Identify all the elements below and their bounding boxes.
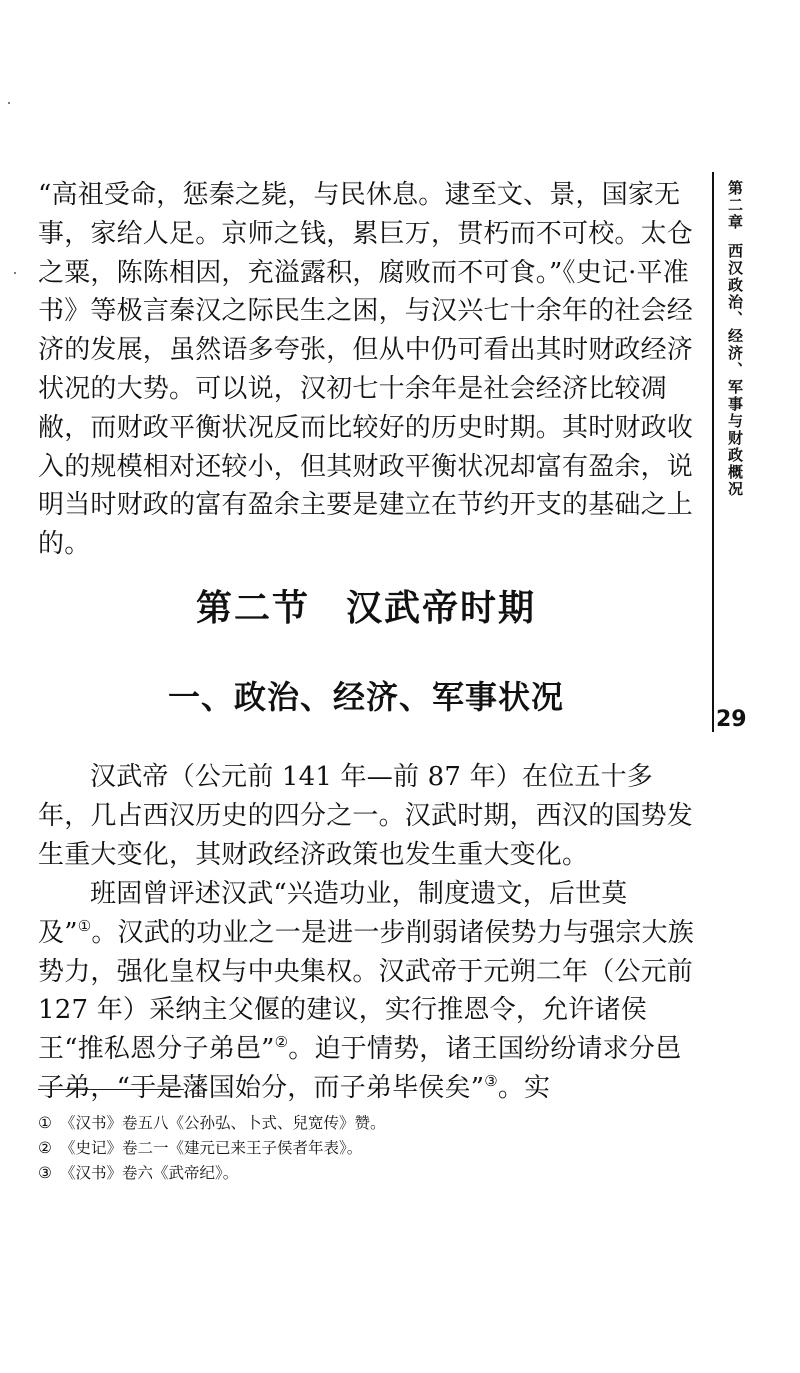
paragraph-text: 。汉武的功业之一是进一步削弱诸侯势力与强宗大族势力，强化皇权与中央集权。汉武帝于元朔二年（公元前 127 年）采纳主父偃的建议，实行推恩令，允许诸侯王“推私恩分子弟邑”	[38, 917, 694, 1065]
paragraph-text: 。迫于情势，诸王国纷纷请求分邑子弟，“于是藩国始分，而子弟毕侯矣”	[38, 1034, 682, 1103]
footnote-item	[38, 1111, 694, 1136]
paragraph-ban-gu	[38, 875, 694, 1108]
footnote-item	[38, 1136, 694, 1161]
paragraph-wudi-reign: 汉武帝（公元前 141 年—前 87 年）在位五十多年，几占西汉历史的四分之一。汉武时期，西汉的国势发生重大变化，其财政经济政策也发生重大变化。	[38, 762, 694, 870]
running-head-chapter: 第二章	[726, 180, 744, 231]
footnote-ref-1[interactable]: ①	[77, 916, 92, 935]
footnote-mark: ②	[38, 1139, 52, 1157]
footnote-text: 《史记》卷二一《建元已来王子侯者年表》。	[60, 1139, 363, 1157]
footnote-ref-3[interactable]: ③	[484, 1071, 498, 1090]
section-title: 汉武帝时期	[346, 588, 537, 629]
footnote-divider	[38, 1089, 184, 1090]
footnote-item	[38, 1161, 694, 1186]
footnote-ref-2[interactable]: ②	[274, 1033, 289, 1052]
footnote-mark: ③	[38, 1164, 52, 1182]
section-heading	[38, 580, 694, 631]
footnotes-list	[38, 1111, 694, 1186]
running-head-title: 西汉政治、经济、军事与财政概况	[726, 243, 744, 498]
scan-speck	[8, 102, 10, 104]
section-number: 第二节	[195, 588, 310, 629]
running-head	[716, 180, 746, 498]
paragraph-text: 。实	[497, 1072, 551, 1103]
scan-speck	[14, 272, 16, 274]
footnote-text: 《汉书》卷五八《公孙弘、卜式、兒宽传》赞。	[60, 1114, 386, 1132]
subsection-heading: 一、政治、经济、军事状况	[167, 678, 564, 716]
footnote-text: 《汉书》卷六《武帝纪》。	[60, 1164, 239, 1182]
paragraph-continued: “高祖受命，惩秦之毙，与民休息。逮至文、景，国家无事，家给人足。京师之钱，累巨万，贯朽而不可校。太仓之粟，陈陈相因，充溢露积，腐败而不可食。”《史记·平准书》等极言秦汉之际民生之困，与汉兴七十余年的社会经济的发展，虽然语多夸张，但从中仍可看出其时财政经济状况的大势。可以说，汉初七十余年是社会经济比较凋敝，而财政平衡状况反而比较好的历史时期。其时财政收入的规模相对还较小，但其财政平衡状况却富有盈余，说明当时财政的富有盈余主要是建立在节约开支的基础之上的。	[38, 180, 694, 560]
running-head-rule	[712, 172, 714, 732]
page-number: 29	[716, 707, 747, 732]
footnote-mark: ①	[38, 1114, 52, 1132]
paragraph-text: 班固曾评述汉武“兴造功业，制度遗文，后世莫及”	[38, 879, 628, 948]
